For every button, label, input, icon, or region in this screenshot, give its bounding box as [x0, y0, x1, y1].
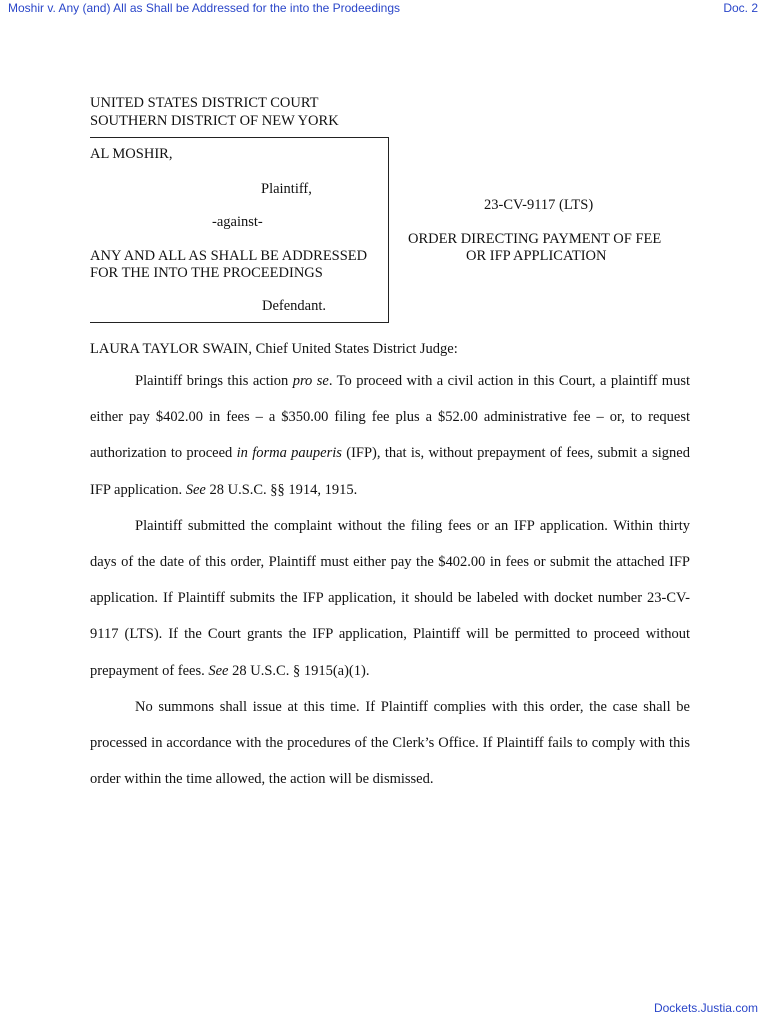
order-title-line2: OR IFP APPLICATION	[466, 248, 607, 264]
p1-italic-ifp: in forma pauperis	[236, 445, 342, 462]
against-label: -against-	[212, 214, 263, 230]
defendant-name-line1: ANY AND ALL AS SHALL BE ADDRESSED	[90, 248, 368, 264]
paragraph-3: No summons shall issue at this time. If Plaintiff complies with this order, the case shall be processed in accordance with the procedures of the Clerk’s Office. If Plaintiff fails to comply with this order within the time allowed, the action will be dismissed.	[90, 698, 690, 788]
court-heading	[90, 94, 339, 130]
paragraph-1	[90, 363, 690, 508]
order-title-line1: ORDER DIRECTING PAYMENT OF FEE	[408, 231, 662, 247]
p1-text-a: Plaintiff brings this action	[135, 373, 293, 389]
p1-text-c: (IFP), that is, without prepayment of fees, submit a signed IFP application.	[90, 445, 690, 498]
p2-text-b: 28 U.S.C. § 1915(a)(1).	[228, 662, 370, 679]
paragraph-2	[90, 508, 690, 689]
justia-footer-link[interactable]: Dockets.Justia.com	[653, 1001, 758, 1015]
document-header-bar	[0, 0, 770, 18]
case-number: 23-CV-9117 (LTS)	[484, 197, 594, 213]
defendant-role: Defendant.	[262, 298, 327, 314]
plaintiff-role: Plaintiff,	[261, 181, 312, 197]
p1-italic-see: See	[185, 481, 206, 498]
p1-text-b: . To proceed with a civil action in this Court, a plaintiff must either pay $402.00 in fees – a $350.00 filing fee plus a $52.00 administrative fee – or, to request authorization to proceed	[90, 373, 690, 462]
p2-italic-see: See	[208, 662, 229, 679]
p2-text-a: Plaintiff submitted the complaint without the filing fees or an IFP application. Within thirty days of the date of this order, Plaintiff must either pay the $402.00 in fees or submit the attached IFP application. If Plaintiff submits the IFP application, it should be labeled with docket number 23-CV-9117 (LTS). If the Court grants the IFP application, Plaintiff will be permitted to proceed without prepayment of fees.	[90, 517, 690, 679]
document-title-link[interactable]: Moshir v. Any (and) All as Shall be Addressed for the into the Prodeedings	[8, 1, 401, 15]
court-name: UNITED STATES DISTRICT COURT	[90, 95, 319, 111]
judge-line: LAURA TAYLOR SWAIN, Chief United States District Judge:	[90, 341, 458, 357]
doc-number-link[interactable]: Doc. 2	[723, 1, 758, 15]
court-district: SOUTHERN DISTRICT OF NEW YORK	[90, 113, 339, 129]
p1-italic-pro-se: pro se	[292, 373, 329, 389]
defendant-name-line2: FOR THE INTO THE PROCEEDINGS	[90, 265, 323, 281]
plaintiff-name: AL MOSHIR,	[90, 146, 173, 162]
p1-text-d: 28 U.S.C. §§ 1914, 1915.	[205, 481, 358, 498]
order-body	[90, 363, 690, 797]
